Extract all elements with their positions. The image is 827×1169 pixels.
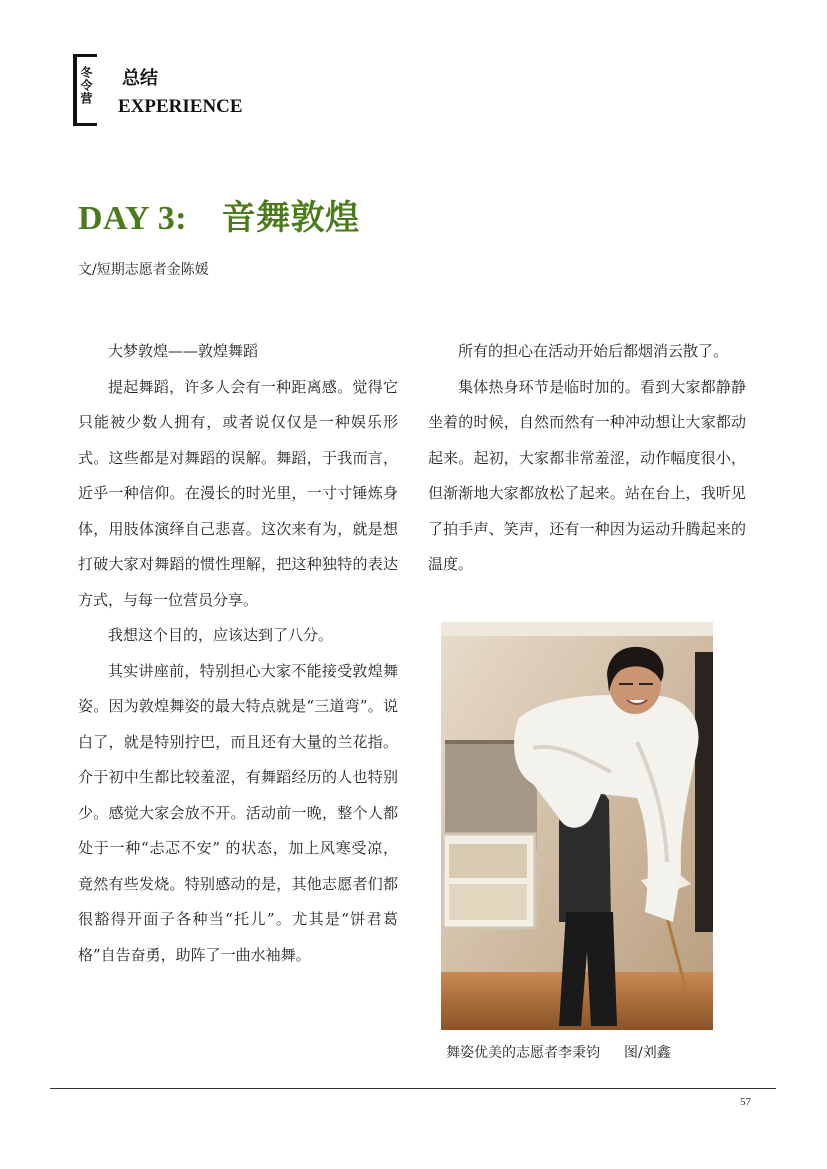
- section-title: 总结: [122, 68, 158, 89]
- footer-divider: [50, 1088, 776, 1089]
- page-number: 57: [740, 1096, 751, 1108]
- left-paragraph: 大梦敦煌——敦煌舞蹈: [108, 342, 259, 360]
- photo-caption-text: 舞姿优美的志愿者李秉钧: [446, 1045, 600, 1061]
- section-tag-label: 冬令营: [79, 66, 93, 105]
- right-paragraph: 集体热身环节是临时加的。看到大家都静静坐着的时候，自然而然有一种冲动想让大家都动起来。起初，大家都非常羞涩，动作幅度很小，但渐渐地大家都放松了起来。站在台上，我听见了拍手声、笑声，还有一种因为运动升腾起来的温度。: [428, 377, 746, 573]
- dancer-photo: [441, 622, 713, 1030]
- dancer-photo-illustration: [441, 622, 713, 1030]
- right-paragraph: 所有的担心在活动开始后都烟消云散了。: [458, 342, 729, 360]
- left-paragraph: 其实讲座前，特别担心大家不能接受敦煌舞姿。因为敦煌舞姿的最大特点就是“三道弯”。说白了，就是特别拧巴，而且还有大量的兰花指。介于初中生都比较羞涩，有舞蹈经历的人也特别少。感觉大家会放不开。活动前一晚，整个人都处于一种“忐忑不安” 的状态，加上风寒受凉，竟然有些发烧。特别感动的是，其他志愿者们都很豁得开面子各种当“托儿”。尤其是“饼君葛格”自告奋勇，助阵了一曲水袖舞。: [78, 661, 398, 964]
- photo-credit: 图/刘鑫: [624, 1045, 671, 1061]
- article-title: DAY 3: 音舞敦煌: [78, 200, 360, 237]
- section-subtitle: EXPERIENCE: [118, 96, 243, 117]
- left-paragraph: 提起舞蹈，许多人会有一种距离感。觉得它只能被少数人拥有，或者说仅仅是一种娱乐形式。这些都是对舞蹈的误解。舞蹈，于我而言，近乎一种信仰。在漫长的时光里，一寸寸锤炼身体，用肢体演绎自己悲喜。这次来有为，就是想打破大家对舞蹈的惯性理解，把这种独特的表达方式，与每一位营员分享。: [78, 377, 398, 609]
- right-column: [428, 334, 746, 583]
- left-column: [78, 334, 398, 973]
- photo-caption: [446, 1042, 671, 1062]
- article-byline: 文/短期志愿者金陈媛: [78, 262, 209, 278]
- left-paragraph: 我想这个目的，应该达到了八分。: [108, 626, 334, 644]
